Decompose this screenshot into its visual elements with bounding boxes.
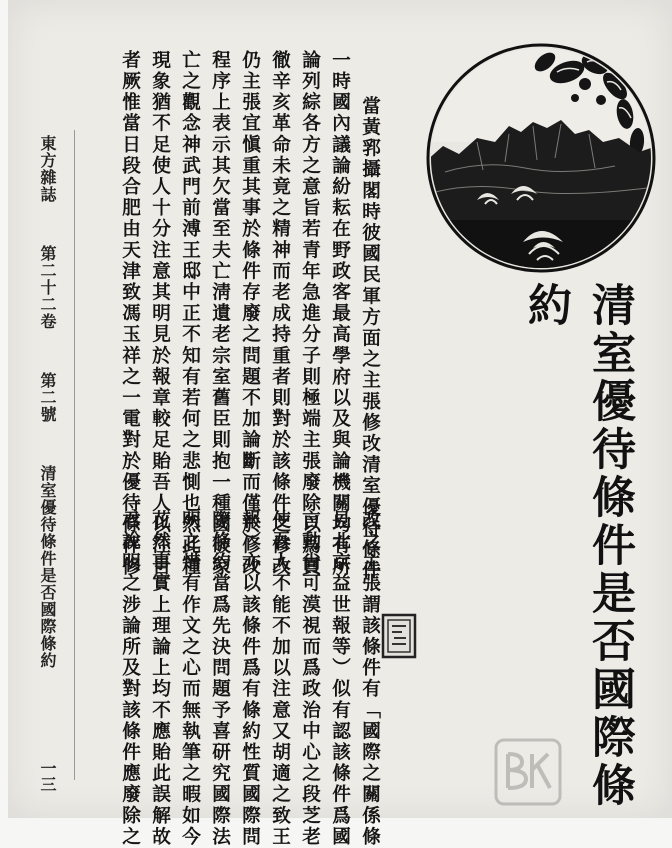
volume-label: 第二十二卷 [38,245,57,330]
body-column-4: 徹辛亥革命未竟之精神而老成持重者則對於該條件之修改 [269,50,291,578]
lower-column-9: 君說明之涉論所及對該條件應廢除之 [119,510,141,848]
body-column-3: 論列綜各方之意旨若青年急進分子則極端主張廢除以爲貫 [299,50,321,578]
lower-column-3: 言動尙可漠視而爲政治中心之段芝老 [299,510,321,848]
page-number: 一三 [38,760,57,792]
lower-column-6: 際條約當爲先決問題予喜研究國際法 [209,510,231,848]
lower-column-8: 花然事實上理論上均不應貽此誤解故 [149,510,171,848]
journal-name: 東方雜誌 [38,135,57,203]
body-column-1: 當黃郛攝閣時彼國民軍方面之主張修改清室優待條件 [359,96,381,582]
body-column-2: 一時國內議論紛耘在野政客最高學府以及與論機關均有所 [329,50,351,578]
body-column-6: 程序上表示其欠當至夫亡淸遺老宗室舊臣則抱一種國破家 [209,50,231,578]
article-title: 清室優待條件是否國際條約 [520,282,635,810]
article-reference: 清室優待條件是否國際條約 [38,465,57,669]
library-stamp-icon [380,612,418,660]
lower-column-1: 改之主張謂該條件有「國際之關係條 [359,510,381,848]
watermark-seal-icon [492,736,564,808]
body-column-9: 者厥惟當日段合肥由天津致馮玉祥之一電對於優待條件修 [119,50,141,578]
lower-column-7: 明之惜有作文之心而無執筆之暇如今 [179,510,201,848]
lower-column-5: 報）亦以該條件爲有條約性質國際問 [239,510,261,848]
mountain-landscape-vignette [425,42,657,274]
body-column-7: 亡之觀念神武門前溥王邸中正不知有若何之悲惻也然此種 [179,50,201,578]
body-column-8: 現象猶不足使人十分注意其明見於報章較足貽吾人以注目 [149,50,171,578]
body-column-5: 仍主張宜愼重其事於條件存廢之問題不加論斷而僅於修改 [239,50,261,578]
running-header [36,135,59,669]
lower-column-2: 見北京益世報等）似有認該條件爲國 [329,510,351,848]
lower-column-4: 使吾人不能不加以注意又胡適之致王 [269,510,291,848]
margin-rule [74,130,75,780]
journal-page [8,0,672,848]
issue-label: 第二號 [38,372,57,423]
